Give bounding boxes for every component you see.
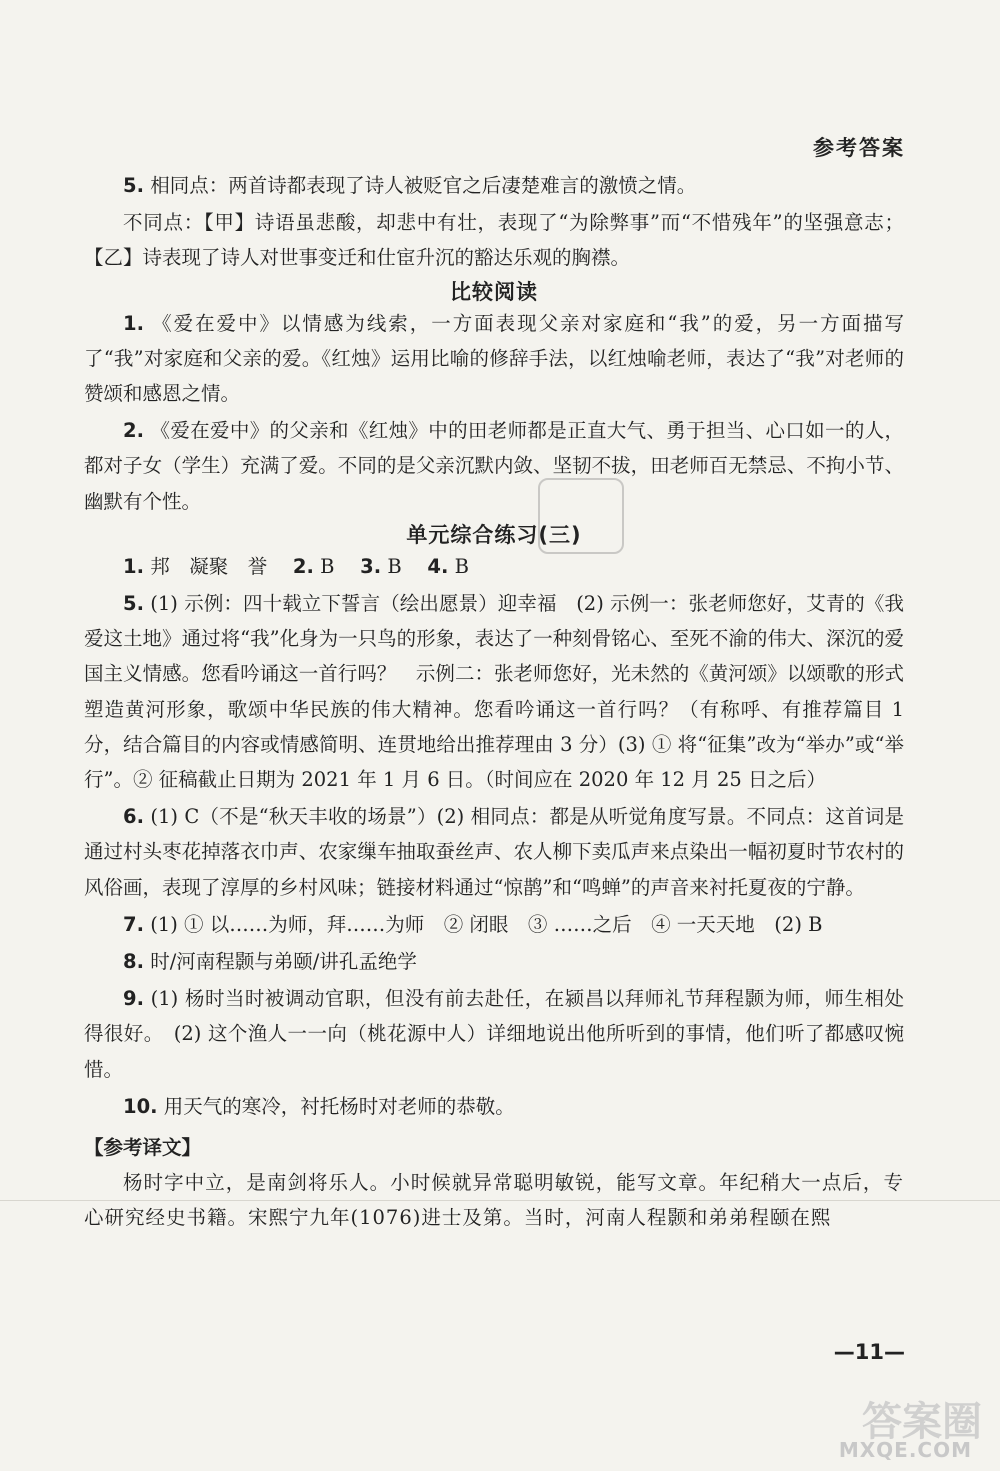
section-title-compare-reading: 比较阅读 [450, 279, 538, 304]
item-number: 1. [123, 554, 144, 578]
running-header: 参考答案 [813, 136, 905, 160]
watermark-url: MXQE.COM [838, 1438, 972, 1462]
answer-item [84, 981, 904, 1087]
item-text: B [320, 554, 354, 578]
answer-item-continued: 不同点：【甲】诗语虽悲酸，却悲中有壮，表现了“为除弊事”而“不惜残年”的坚强意志；【乙】诗表现了诗人对世事变迁和仕宦升沉的豁达乐观的胸襟。 [84, 211, 904, 270]
item-number: 1. [123, 311, 144, 335]
item-text: 《爱在爱中》以情感为线索，一方面表现父亲对家庭和“我”的爱，另一方面描写了“我”对家庭和父亲的爱。《红烛》运用比喻的修辞手法，以红烛喻老师，表达了“我”对老师的赞颂和感恩之情。 [84, 311, 904, 406]
item-text: 邦 凝聚 誉 [150, 554, 287, 578]
answer-item [84, 168, 904, 203]
watermark-logo: 答案圈 [862, 1399, 982, 1445]
answer-item [84, 413, 904, 519]
page-number: —11— [833, 1340, 905, 1364]
section-title-unit-exercise: 单元综合练习(三) [406, 522, 582, 547]
item-text: (1) ① 以……为师，拜……为师 ② 闭眼 ③ ……之后 ④ 一天天地 (2) B [150, 912, 823, 936]
item-text: (1) C（不是“秋天丰收的场景”）(2) 相同点：都是从听觉角度写景。不同点：这首词是通过村头枣花掉落衣巾声、农家缫车抽取蚕丝声、农人柳下卖瓜声来点染出一幅初夏时节农村的风俗画，表现了淳厚的乡村风味；链接材料通过“惊鹊”和“鸣蝉”的声音来衬托夏夜的宁静。 [84, 805, 904, 899]
item-number: 2. [123, 419, 144, 443]
faint-stamp-mark [538, 478, 624, 554]
item-number: 2. [292, 554, 314, 578]
translation-heading: 【参考译文】 [84, 1136, 202, 1160]
item-text: B [454, 554, 469, 578]
item-number: 5. [123, 592, 144, 616]
answer-item [84, 944, 904, 979]
item-text: B [387, 554, 422, 578]
item-text: 时/河南程颢与弟颐/讲孔孟绝学 [150, 950, 417, 974]
item-number: 7. [123, 912, 144, 936]
answer-content [84, 168, 904, 1236]
scan-divider-line [0, 1200, 1000, 1201]
answer-item [84, 586, 904, 797]
item-number: 3. [360, 554, 382, 578]
item-number: 5. [123, 174, 144, 197]
item-number: 6. [123, 805, 144, 829]
answer-item [84, 306, 904, 412]
item-number: 8. [123, 950, 144, 974]
item-text: (1) 杨时当时被调动官职，但没有前去赴任，在颍昌以拜师礼节拜程颢为师，师生相处得很好。 (2) 这个渔人一一向（桃花源中人）详细地说出他所听到的事情，他们听了都感叹惋惜。 [84, 987, 904, 1081]
item-text: (1) 示例：四十载立下誓言（绘出愿景）迎幸福 (2) 示例一：张老师您好，艾青的《我爱这土地》通过将“我”化身为一只鸟的形象，表达了一种刻骨铭心、至死不渝的伟大、深沉的爱国主义情感。您看吟诵这一首行吗？ 示例二：张老师您好，光未然的《黄河颂》以颂歌的形式塑造黄河形象，歌颂中华民族的伟大精神。您看吟诵这一首行吗？（有称呼、有推荐篇目 1 分，结合篇目的内容或情感简明、连贯地给出推荐理由 3 分）(3) ① 将“征集”改为“举办”或“举行”。② 征稿截止日期为 2021 年 1 月 6 日。（时间应在 2020 年 12 月 25 日之后） [84, 592, 904, 792]
answer-item [84, 549, 904, 584]
answer-item [84, 907, 904, 942]
item-number: 4. [427, 554, 449, 578]
item-text: 《爱在爱中》的父亲和《红烛》中的田老师都是正直大气、勇于担当、心口如一的人，都对子女（学生）充满了爱。不同的是父亲沉默内敛、坚韧不拔，田老师百无禁忌、不拘小节、幽默有个性。 [84, 419, 904, 513]
item-number: 10. [123, 1094, 158, 1118]
item-text: 相同点：两首诗都表现了诗人被贬官之后凄楚难言的激愤之情。 [150, 174, 697, 197]
item-number: 9. [123, 987, 144, 1011]
item-text: 用天气的寒冷，衬托杨时对老师的恭敬。 [163, 1094, 515, 1118]
answer-item [84, 799, 904, 905]
answer-item [84, 1089, 904, 1124]
translation-text: 杨时字中立，是南剑将乐人。小时候就异常聪明敏锐，能写文章。年纪稍大一点后，专心研究经史书籍。宋熙宁九年(1076)进士及第。当时，河南人程颢和弟弟程颐在熙 [84, 1171, 904, 1230]
